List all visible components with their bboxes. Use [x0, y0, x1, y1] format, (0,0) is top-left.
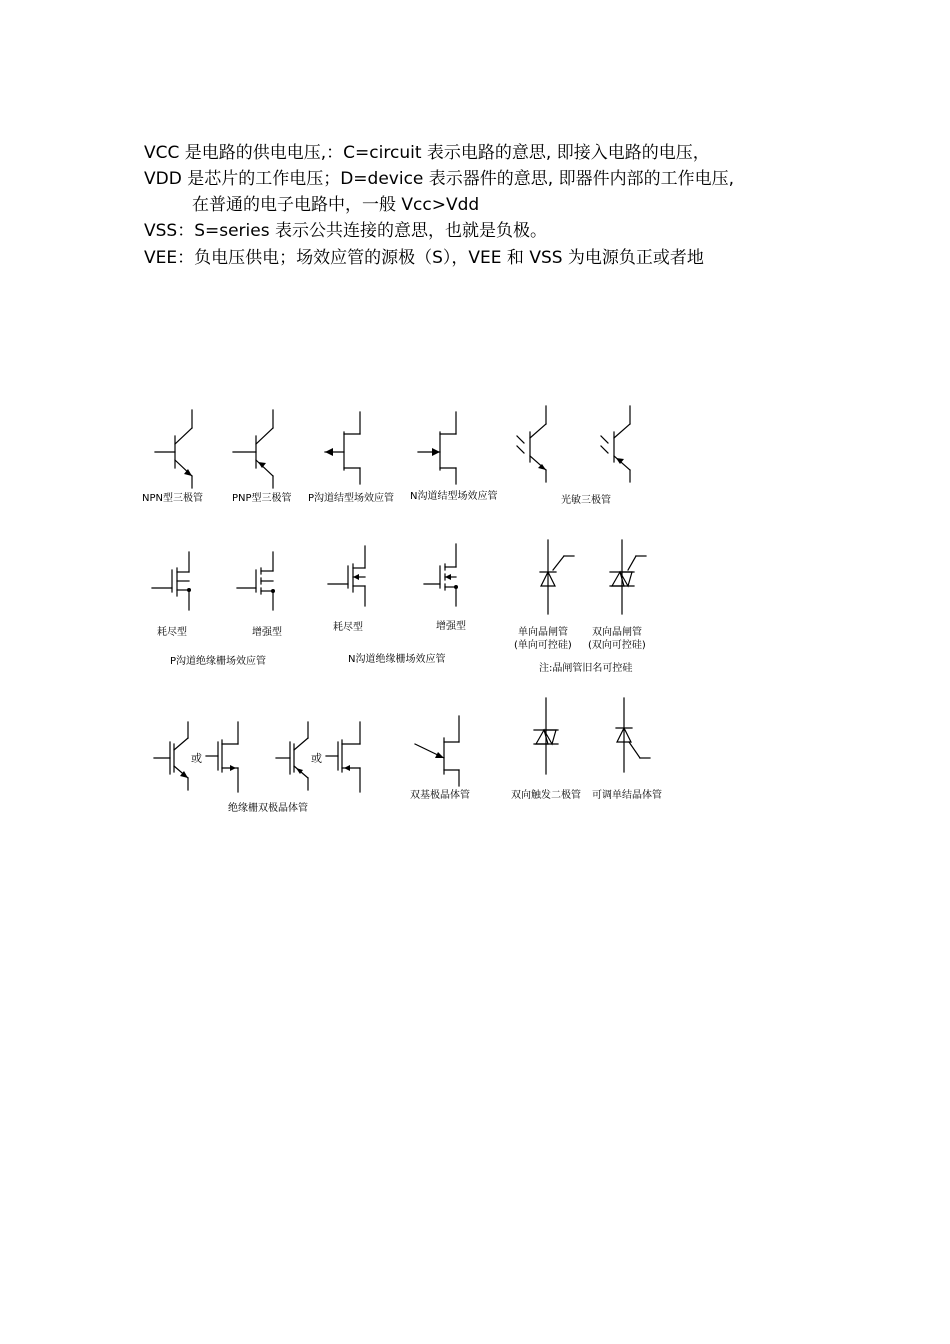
text-line-vss: VSS：S=series 表示公共连接的意思，也就是负极。: [144, 221, 547, 241]
caption-or-1: 或: [191, 752, 202, 765]
caption-scr-1-alt: (单向可控硅): [514, 640, 572, 651]
igbt-bjt-style-symbol: [154, 722, 188, 790]
pnp-transistor-symbol: [233, 410, 273, 488]
text-line-vcc: VCC 是电路的供电电压,：C=circuit 表示电路的意思, 即接入电路的电压，: [144, 143, 710, 163]
scr-bidirectional-symbol: [610, 540, 646, 614]
phototransistor-symbol-1: [517, 406, 546, 482]
caption-put: 可调单结晶体管: [592, 790, 662, 801]
caption-scr-note: 注:晶闸管旧名可控硅: [539, 663, 633, 674]
caption-n-enhancement: 增强型: [436, 621, 466, 632]
dual-base-transistor-symbol: [415, 716, 459, 786]
caption-n-depletion: 耗尽型: [333, 622, 363, 633]
n-mos-depletion-symbol: [328, 546, 365, 606]
phototransistor-symbol-2: [601, 406, 630, 482]
caption-n-jfet: N沟道结型场效应管: [410, 491, 498, 502]
caption-p-enhancement: 增强型: [252, 627, 282, 638]
caption-pnp: PNP型三极管: [232, 493, 292, 504]
programmable-ujt-symbol: [616, 698, 650, 772]
caption-diac: 双向触发二极管: [511, 790, 581, 801]
n-mos-enhancement-symbol: [424, 544, 458, 606]
caption-p-mos-group: P沟道绝缘栅场效应管: [170, 656, 267, 667]
igbt-mos-style-symbol-2: [326, 722, 360, 792]
caption-n-mos-group: N沟道绝缘栅场效应管: [348, 654, 446, 665]
scr-unidirectional-symbol: [540, 540, 574, 614]
caption-scr-1: 单向晶闸管: [518, 627, 568, 638]
text-line-vdd: VDD 是芯片的工作电压；D=device 表示器件的意思, 即器件内部的工作电压,: [144, 169, 735, 189]
caption-igbt: 绝缘栅双极晶体管: [228, 803, 308, 814]
caption-p-depletion: 耗尽型: [157, 627, 187, 638]
npn-transistor-symbol: [155, 410, 192, 488]
n-jfet-symbol: [418, 412, 456, 484]
diac-symbol: [534, 698, 558, 774]
p-mos-depletion-symbol: [152, 552, 191, 610]
caption-photo: 光敏三极管: [561, 495, 611, 506]
igbt-mos-style-symbol: [206, 722, 238, 792]
p-mos-enhancement-symbol: [237, 552, 275, 610]
caption-scr-2-alt: (双向可控硅): [588, 640, 646, 651]
caption-or-2: 或: [311, 752, 322, 765]
text-line-vcc-vdd: 在普通的电子电路中，一般 Vcc>Vdd: [192, 195, 480, 215]
caption-scr-2: 双向晶闸管: [592, 627, 642, 638]
text-line-vee: VEE：负电压供电；场效应管的源极（S），VEE 和 VSS 为电源负正或者地: [144, 248, 704, 268]
igbt-bjt-style-symbol-2: [276, 722, 308, 790]
p-jfet-symbol: [325, 412, 360, 484]
caption-dual-base: 双基极晶体管: [410, 790, 470, 801]
caption-p-jfet: P沟道结型场效应管: [308, 493, 395, 504]
caption-npn: NPN型三极管: [142, 493, 203, 504]
